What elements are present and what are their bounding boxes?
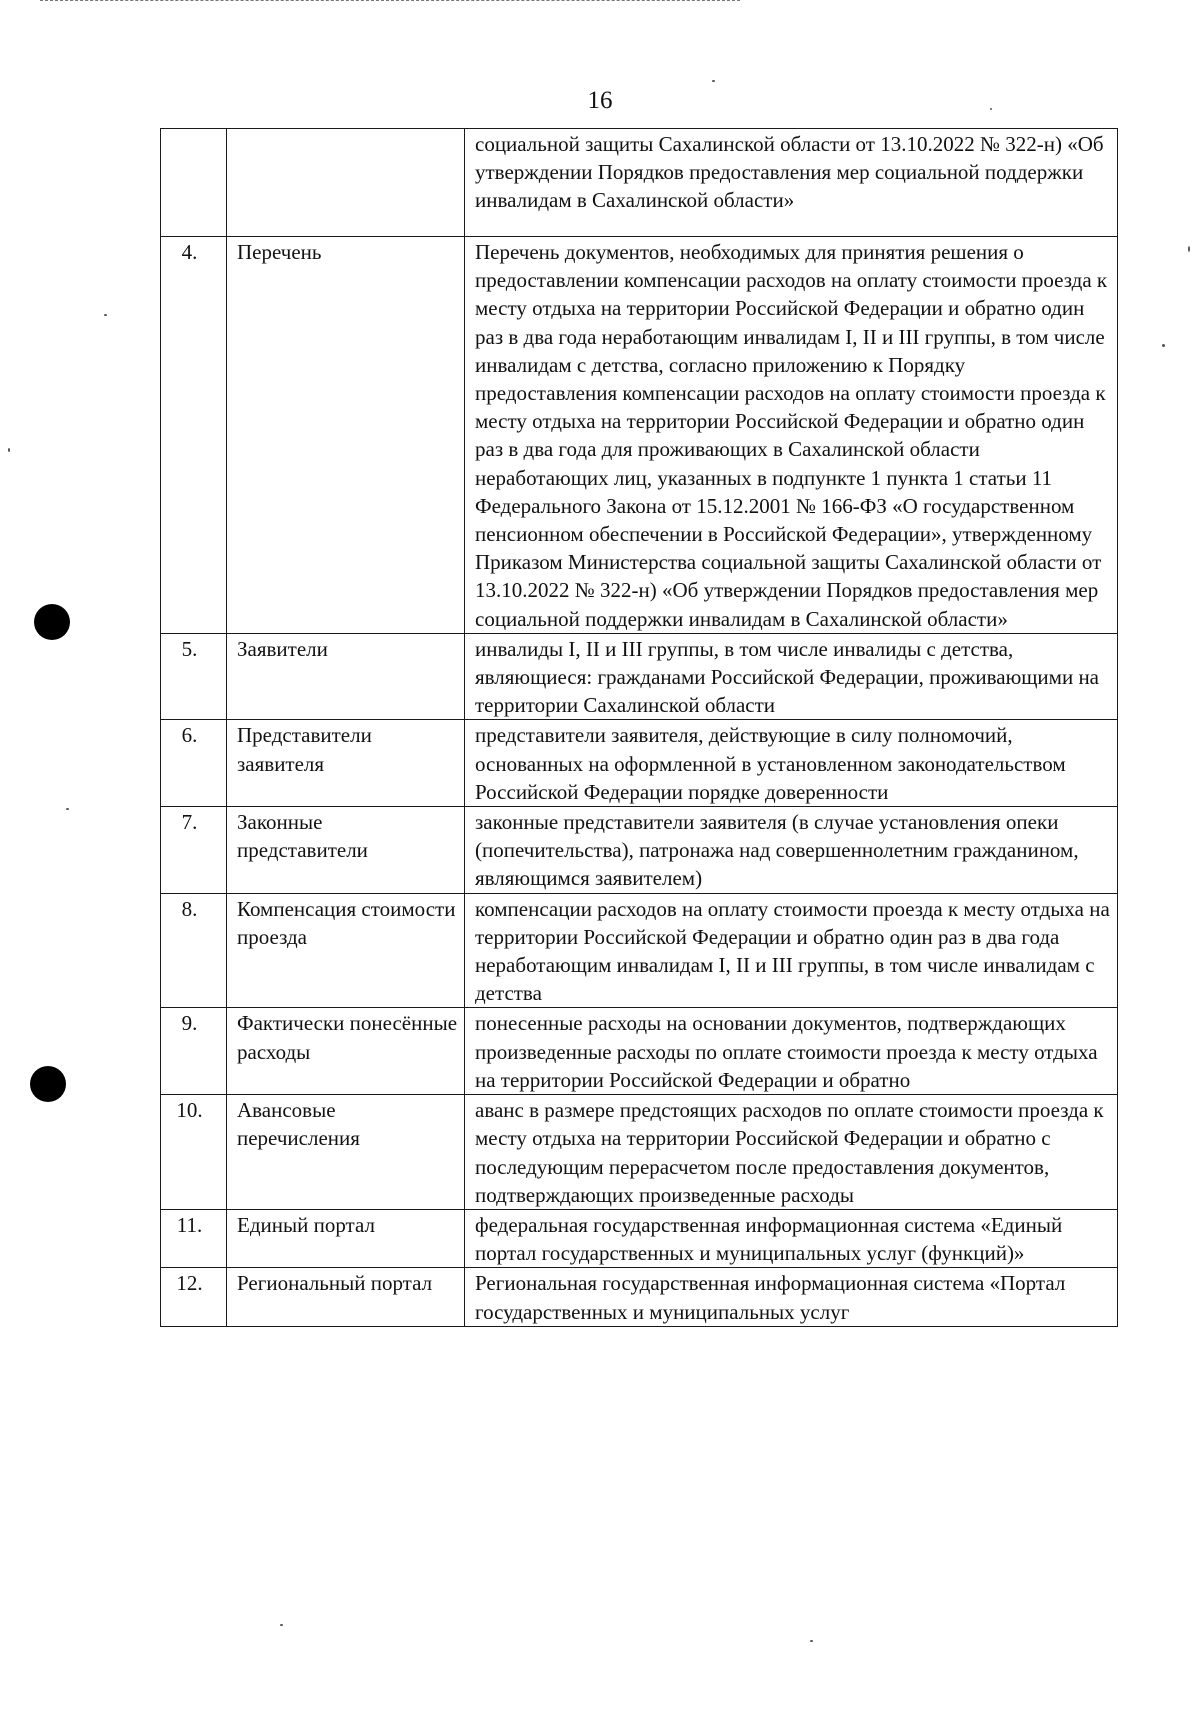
table-row — [161, 129, 1118, 237]
table-row — [161, 237, 1118, 634]
row-definition: законные представители заявителя (в случае установления опеки (попечительства), патронажа над совершеннолетним гражданином, являющимся заявителем) — [465, 807, 1118, 894]
row-definition: Перечень документов, необходимых для принятия решения о предоставлении компенсации расходов на оплату стоимости проезда к месту отдыха на территории Российской Федерации и обратно один раз в два года неработающим инвалидам I, II и III группы, в том числе инвалидам с детства, согласно приложению к Порядку предоставления компенсации расходов на оплату стоимости проезда к месту отдыха на территории Российской Федерации и обратно один раз в два года для проживающих в Сахалинской области неработающих лиц, указанных в подпункте 1 пункта 1 статьи 11 Федерального Закона от 15.12.2001 № 166-ФЗ «О государственном пенсионном обеспечении в Российской Федерации», утвержденному Приказом Министерства социальной защиты Сахалинской области от 13.10.2022 № 322-н) «Об утверждении Порядков предоставления мер социальной поддержки инвалидам в Сахалинской области» — [465, 237, 1118, 634]
row-term: Фактически понесённые расходы — [227, 1008, 465, 1095]
row-number: 8. — [161, 893, 227, 1008]
row-term: Заявители — [227, 633, 465, 720]
row-number: 7. — [161, 807, 227, 894]
row-definition: Региональная государственная информационная система «Портал государственных и муниципальных услуг — [465, 1268, 1118, 1326]
table-row — [161, 633, 1118, 720]
table-row — [161, 1095, 1118, 1210]
table-row — [161, 807, 1118, 894]
row-number: 5. — [161, 633, 227, 720]
punch-hole — [34, 604, 70, 640]
table-row — [161, 1008, 1118, 1095]
row-definition: федеральная государственная информационная система «Единый портал государственных и муниципальных услуг (функций)» — [465, 1209, 1118, 1267]
row-definition: аванс в размере предстоящих расходов по оплате стоимости проезда к месту отдыха на территории Российской Федерации и обратно с последующим перерасчетом после предоставления документов, подтверждающих произведенные расходы — [465, 1095, 1118, 1210]
row-term: Компенсация стоимости проезда — [227, 893, 465, 1008]
table-row — [161, 1268, 1118, 1326]
scan-top-edge — [40, 0, 740, 1]
row-definition: понесенные расходы на основании документов, подтверждающих произведенные расходы по оплате стоимости проезда к месту отдыха на территории Российской Федерации и обратно — [465, 1008, 1118, 1095]
punch-hole — [30, 1066, 66, 1102]
row-number: 6. — [161, 720, 227, 807]
row-term: Авансовые перечисления — [227, 1095, 465, 1210]
row-term: Единый портал — [227, 1209, 465, 1267]
page-number: 16 — [587, 87, 613, 114]
row-definition: инвалиды I, II и III группы, в том числе инвалиды с детства, являющиеся: гражданами Российской Федерации, проживающими на территории Сахалинской области — [465, 633, 1118, 720]
row-number: 12. — [161, 1268, 227, 1326]
definitions-table — [160, 128, 1118, 1327]
row-definition: компенсации расходов на оплату стоимости проезда к месту отдыха на территории Российской Федерации и обратно один раз в два года неработающим инвалидам I, II и III группы, в том числе инвалидам с детства — [465, 893, 1118, 1008]
row-term: Представители заявителя — [227, 720, 465, 807]
row-number: 9. — [161, 1008, 227, 1095]
row-term — [227, 129, 465, 237]
table-row — [161, 1209, 1118, 1267]
table-row — [161, 893, 1118, 1008]
row-number: 4. — [161, 237, 227, 634]
row-number — [161, 129, 227, 237]
row-number: 10. — [161, 1095, 227, 1210]
table-row — [161, 720, 1118, 807]
row-definition: социальной защиты Сахалинской области от 13.10.2022 № 322-н) «Об утверждении Порядков предоставления мер социальной поддержки инвалидам в Сахалинской области» — [465, 129, 1118, 237]
row-number: 11. — [161, 1209, 227, 1267]
row-definition: представители заявителя, действующие в силу полномочий, основанных на оформленной в установленном законодательством Российской Федерации порядке доверенности — [465, 720, 1118, 807]
row-term: Законные представители — [227, 807, 465, 894]
row-term: Региональный портал — [227, 1268, 465, 1326]
row-term: Перечень — [227, 237, 465, 634]
